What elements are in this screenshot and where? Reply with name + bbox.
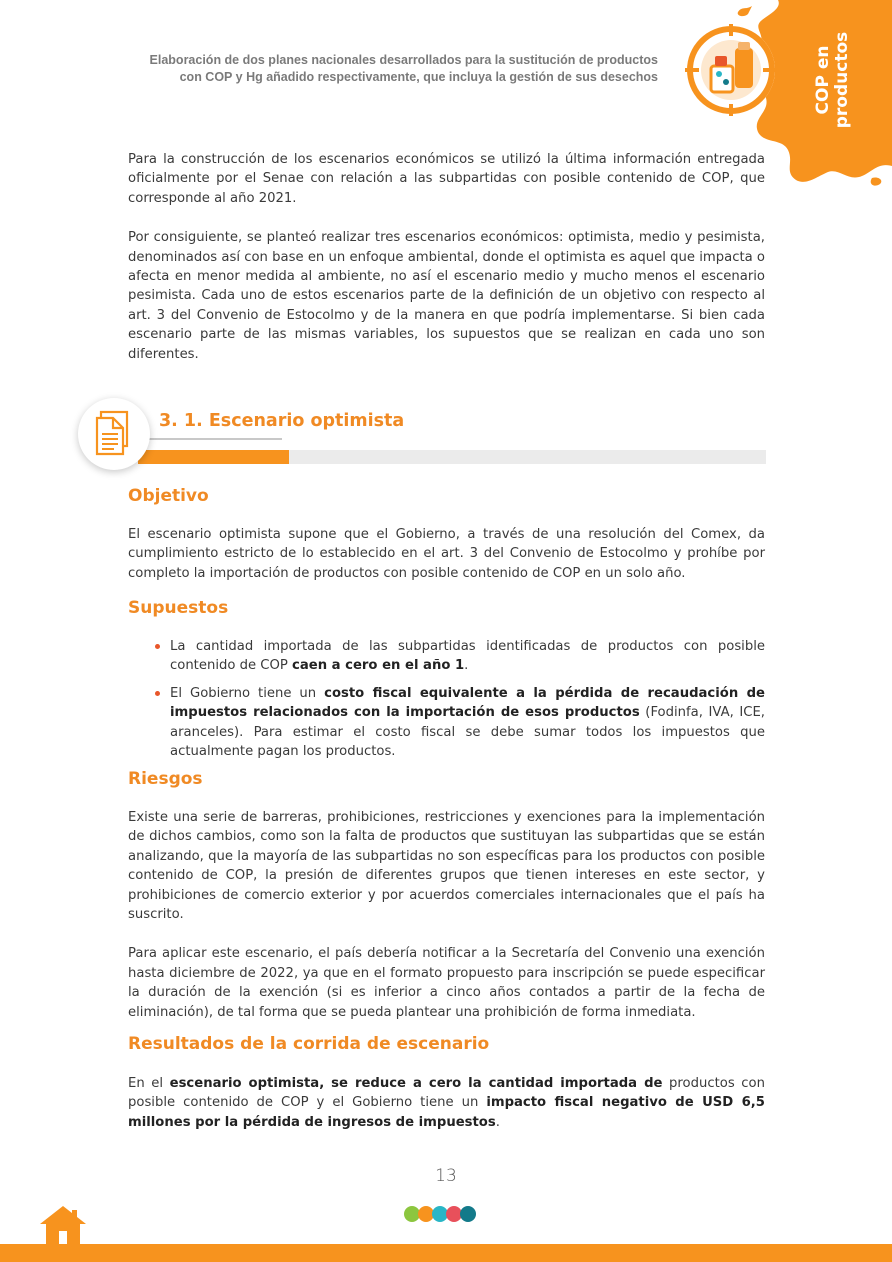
document-title xyxy=(98,52,658,86)
bullet-1-text: La cantidad importada de las subpartidas identificadas de productos con posible contenido de COP xyxy=(170,639,765,674)
section-side-label xyxy=(812,20,854,140)
resultados-t2: escenario optimista, se reduce a cero la cantidad importada de xyxy=(169,1076,663,1091)
bullet-1-end: . xyxy=(464,658,469,674)
list-item xyxy=(128,684,765,762)
list-item xyxy=(128,637,765,676)
bullet-icon xyxy=(155,691,160,696)
objetivo-text: El escenario optimista supone que el Gobierno, a través de una resolución del Comex, da cumplimiento estricto de lo establecido en el art. 3 del Convenio de Estocolmo y prohíbe por completo la importación de productos con posible contenido de COP en un solo año. xyxy=(128,527,765,581)
bullet-2-bold: costo fiscal equivalente a la pérdida de recaudación de impuestos relacionados con la importación de esos productos xyxy=(170,685,765,721)
resultados-t4: impacto fiscal negativo de USD 6,5 millones por la pérdida de ingresos de impuestos xyxy=(128,1095,765,1130)
resultados-t5: . xyxy=(495,1114,500,1130)
section-title: 3. 1. Escenario optimista xyxy=(159,411,405,431)
resultados-t3: productos con posible contenido de COP y el Gobierno tiene un xyxy=(128,1076,765,1111)
bullet-icon xyxy=(155,644,160,649)
intro-paragraph-1: Para la construcción de los escenarios económicos se utilizó la última información entregada oficialmente por el Senae con relación a las subpartidas con posible contenido de COP, que corresponde al año 2021. xyxy=(128,152,765,206)
bullet-2-end: (Fodinfa, IVA, ICE, aranceles). Para estimar el costo fiscal se debe sumar todos los impuestos que actualmente pagan los productos. xyxy=(170,705,765,760)
home-icon[interactable] xyxy=(38,1204,88,1246)
document-icon xyxy=(78,398,150,470)
side-label-line-2: productos xyxy=(832,31,852,129)
color-dot xyxy=(460,1206,476,1222)
section-progress-fill xyxy=(138,450,289,464)
bullet-2-text: El Gobierno tiene un xyxy=(170,685,325,701)
riesgos-paragraph-2: Para aplicar este escenario, el país debería notificar a la Secretaría del Convenio una exención hasta diciembre de 2022, ya que en el formato propuesto para inscripción se puede especificar la duración de la exención (si es inferior a cinco años contados a partir de la fecha de eliminación), de tal forma que se pueda plantear una prohibición de forma inmediata. xyxy=(128,946,765,1020)
riesgos-heading: Riesgos xyxy=(128,769,203,789)
section-icon-badge xyxy=(78,398,150,470)
resultados-t1: En el xyxy=(128,1076,170,1091)
supuestos-list xyxy=(128,637,765,769)
section-connector-line xyxy=(142,438,282,440)
riesgos-block xyxy=(128,808,765,1022)
supuestos-heading: Supuestos xyxy=(128,598,229,618)
cop-products-logo-icon xyxy=(683,22,779,118)
resultados-block xyxy=(128,1074,765,1132)
riesgos-paragraph-1: Existe una serie de barreras, prohibiciones, restricciones y exenciones para la implementación de dichos cambios, como son la falta de productos que sustituyan las subpartidas que se están analizando, que la mayoría de las subpartidas no son específicas para los productos con posible contenido de COP, la presión de diferentes grupos que tienen intereses en este sector, y prohibiciones de comercio exterior y por acuerdos comerciales internacionales que el país ha suscrito. xyxy=(128,810,765,923)
side-label-line-1: COP en xyxy=(813,45,833,115)
objetivo-heading: Objetivo xyxy=(128,486,209,506)
bullet-1-bold: caen a cero en el año 1 xyxy=(292,658,465,674)
resultados-heading: Resultados de la corrida de escenario xyxy=(128,1034,490,1054)
document-title-line-2: con COP y Hg añadido respectivamente, que incluya la gestión de sus desechos xyxy=(179,70,658,84)
intro-paragraph-2: Por consiguiente, se planteó realizar tres escenarios económicos: optimista, medio y pesimista, denominados así con base en un enfoque ambiental, donde el optimista es aquel que impacta o afecta en menor medida al ambiente, no así el escenario medio y mucho menos el escenario pesimista. Cada uno de estos escenarios parte de la definición de un objetivo con respecto al art. 3 del Convenio de Estocolmo y de la manera en que podría implementarse. Si bien cada escenario parte de las mismas variables, los supuestos que se realizan en cada uno son diferentes. xyxy=(128,230,765,362)
resultados-text xyxy=(128,1074,765,1132)
document-title-line-1: Elaboración de dos planes nacionales desarrollados para la sustitución de productos xyxy=(149,53,658,67)
section-header xyxy=(78,398,768,478)
page-number: 13 xyxy=(435,1166,457,1186)
objetivo-block xyxy=(128,525,765,583)
decorative-dots xyxy=(404,1206,474,1222)
footer-bar xyxy=(0,1244,892,1262)
intro-text xyxy=(128,150,765,364)
